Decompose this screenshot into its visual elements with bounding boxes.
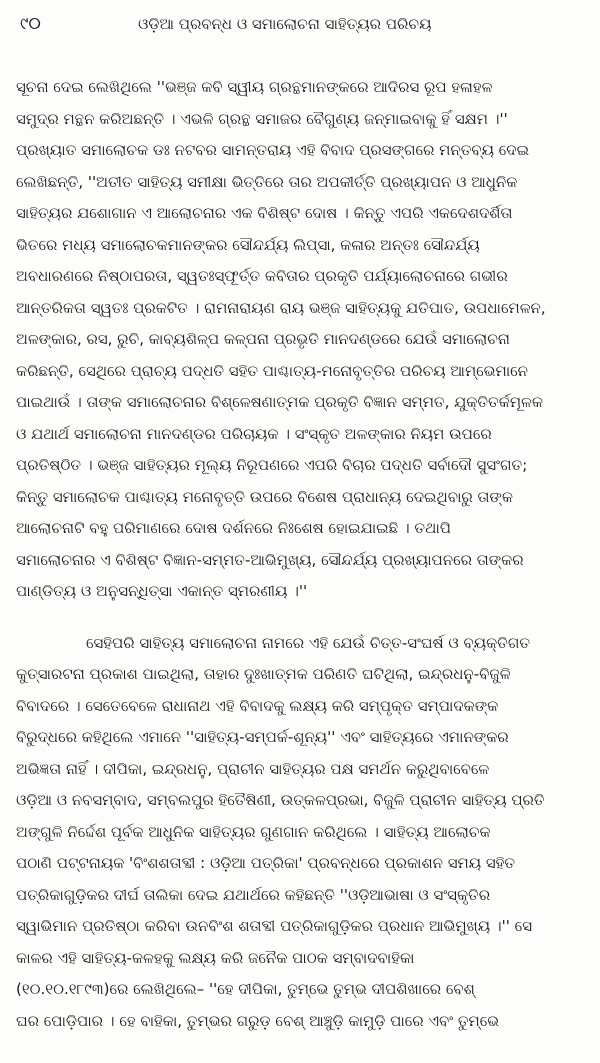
text-line: ଭିତରେ ମଧ୍ୟ ସମାଲୋଚକମାନଙ୍କର ସୌନ୍ଦର୍ଯ୍ୟ ଲିପ୍ସା, କଳାର ଅନ୍ତଃ ସୌନ୍ଦର୍ଯ୍ୟ	[16, 235, 480, 254]
text-line: ଅଙ୍ଗୁଳି ନିର୍ଦ୍ଦେଶ ପୂର୍ବକ ଆଧୁନିକ ସାହିତ୍ୟର ଗୁଣଗାନ କରିଥିଲେ । ସାହିତ୍ୟ ଆଲୋଚକ	[16, 822, 491, 841]
text-line: କରିଛନ୍ତି, ସେଥିରେ ପ୍ରାଚ୍ୟ ପଦ୍ଧତି ସହିତ ପାଶ୍ଚାତ୍ୟ-ମନୋବୃତ୍ତିର ପରିଚୟ ଆମ୍ଭେମାନେ	[16, 361, 528, 380]
text-line: କିନ୍ତୁ ସମାଲୋଚକ ପାଶ୍ଚାତ୍ୟ ମନୋବୃତ୍ତି ଉପରେ ବିଶେଷ ପ୍ରାଧାନ୍ୟ ଦେଇଥିବାରୁ ତାଙ୍କ	[16, 487, 513, 506]
text-line: ଘର ପୋଡ଼ିପାର । ହେ ବାହିକା, ତୁମ୍ଭର ଗରୁଡ଼ ବେଶ୍ ଆଞ୍ଚୁଡ଼ି କାମୁଡ଼ି ପାରେ ଏବଂ ତୁମ୍ଭେ	[16, 1011, 500, 1030]
text-line: କୁତ୍ସାରଟନା ପ୍ରକାଶ ପାଇଥିଲା, ତାହାର ଦୁଃଖାତ୍ମକ ପରିଣତି ଘଟିଥିଲା, ଇନ୍ଦ୍ରଧନୁ-ବିଜୁଳି	[16, 665, 511, 683]
text-line: ଆନ୍ତରିକତା ସ୍ୱତଃ ପ୍ରକଟିତ । ରାମନାରାୟଣ ରାୟ ଭଞ୍ଜ ସାହିତ୍ୟକୁ ଯତିପାତ, ଉପଧାମେଳନ,	[16, 298, 546, 317]
page-header	[20, 10, 580, 38]
text-line: ଓଡ଼ିଆ ଓ ନବସମ୍ବାଦ, ସମ୍ବଲପୁର ହିତୈଷିଣୀ, ଉତ୍କଳପ୍ରଭା, ବିଜୁଳି ପ୍ରାଚୀନ ସାହିତ୍ୟ ପ୍ରତି	[16, 791, 545, 809]
text-line: ସ୍ୱାଭିମାନ ପ୍ରତିଷ୍ଠା କରିବା ଉନବିଂଶ ଶତାବ୍ଦୀ ପତ୍ରିକାଗୁଡ଼ିକର ପ୍ରଧାନ ଆଭିମୁଖ୍ୟ ।'' ସେ	[16, 917, 532, 935]
text-line: (୧୦.୧୦.୧୮୯୩)ରେ ଲେଖିଥିଲେ– ''ହେ ଦୀପିକା, ତୁମ୍ଭେ ତୁମ୍ଭ ଦୀପଶିଖାରେ ବେଶ୍	[16, 980, 475, 998]
text-line: ପ୍ରଖ୍ୟାତ ସମାଲୋଚକ ଡଃ ନଟବର ସାମନ୍ତରାୟ ଏହି ବିବାଦ ପ୍ରସଙ୍ଗରେ ମନ୍ତବ୍ୟ ଦେଇ	[16, 141, 530, 159]
text-line: ସମାଲୋଚନାର ଏ ବିଶିଷ୍ଟ ବିଜ୍ଞାନ-ସମ୍ମତ-ଆଭିମୁଖ୍ୟ, ସୌନ୍ଦର୍ଯ୍ୟ ପ୍ରଖ୍ୟାପନରେ ତାଙ୍କର	[16, 550, 524, 569]
page-number: ୯୦	[20, 14, 41, 34]
text-line: ବିବାଦରେ । ସେତେବେଳେ ରାଧାନାଥ ଏହି ବିବାଦକୁ ଲକ୍ଷ୍ୟ କରି ସମ୍ପୃକ୍ତ ସମ୍ପାଦକଙ୍କ	[16, 696, 499, 715]
paragraph-2	[16, 628, 588, 1038]
text-line: ସାହିତ୍ୟର ଯଶୋଗାନ ଏ ଆଲୋଚନାର ଏକ ବିଶିଷ୍ଟ ଦୋଷ । କିନ୍ତୁ ଏପରି ଏକଦେଶଦର୍ଶିତା	[16, 204, 513, 222]
text-line: ସମୁଦ୍ର ମନ୍ଥନ କରିଅଛନ୍ତି । ଏଭଳି ଗ୍ରନ୍ଥ ସମାଜର ବୈଗୁଣ୍ୟ ଜନ୍ମାଇବାକୁ ହିଁ ସକ୍ଷମ ।''	[16, 109, 508, 128]
text-line: ପଠାଣି ପଟ୍ଟନାୟକ 'ବିଂଶଶତାବ୍ଦୀ : ଓଡ଼ିଆ ପତ୍ରିକା' ପ୍ରବନ୍ଧରେ ପ୍ରକାଶନ ସମୟ ସହିତ	[16, 854, 516, 872]
text-line: ସୂଚନା ଦେଇ ଲେଖିଥିଲେ ''ଭଞ୍ଜ କବି ସ୍ୱୀୟ ଗ୍ରନ୍ଥମାନଙ୍କରେ ଆଦିରସ ରୂପ ହଳାହଳ	[16, 78, 493, 96]
text-line: ସେହିପରି ସାହିତ୍ୟ ସମାଲୋଚନା ନାମରେ ଏହି ଯେଉଁ ଚିତ୍ତ-ସଂଘର୍ଷ ଓ ବ୍ୟକ୍ତିଗତ	[86, 633, 531, 652]
text-line: ଲେଖିଛନ୍ତି, ''ଅତୀତ ସାହିତ୍ୟ ସମୀକ୍ଷା ଭିତ୍ତିରେ ତାର ଅପକୀର୍ତ୍ତି ପ୍ରଖ୍ୟାପନ ଓ ଆଧୁନିକ	[16, 172, 518, 191]
text-line: ପ୍ରତିଷ୍ଠିତ । ଭଞ୍ଜ ସାହିତ୍ୟର ମୂଲ୍ୟ ନିରୂପଣରେ ଏପରି ବିଚାର ପଦ୍ଧତି ସର୍ବାଦୌ ସୁସଂଗତ;	[16, 456, 528, 474]
text-line: କାଳର ଏହି ସାହିତ୍ୟ-କଳହକୁ ଲକ୍ଷ୍ୟ କରି ଜନୈକ ପାଠକ ସମ୍ବାଦବାହିକା	[16, 948, 415, 967]
running-title: ଓଡ଼ିଆ ପ୍ରବନ୍ଧ ଓ ସମାଲୋଚନା ସାହିତ୍ୟର ପରିଚୟ	[138, 15, 432, 33]
text-line: ପାଣ୍ଡିତ୍ୟ ଓ ଅନୁସନ୍ଧିତ୍ସା ଏକାନ୍ତ ସ୍ମରଣୀୟ ।''	[16, 582, 308, 600]
text-line: ଆଲୋଚନାଟି ବହୁ ପରିମାଣରେ ଦୋଷ ଦର୍ଶନରେ ନିଃଶେଷ ହୋଇଯାଇଛି । ତଥାପି	[16, 519, 451, 537]
paragraph-1	[16, 72, 588, 608]
body-text	[16, 72, 588, 1037]
text-line: ଅଭିଜ୍ଞତା ନାହିଁ । ଦୀପିକା, ଇନ୍ଦ୍ରଧନୁ, ପ୍ରାଚୀନ ସାହିତ୍ୟର ପକ୍ଷ ସମର୍ଥନ କରୁଥିବାବେଳେ	[16, 759, 490, 778]
text-line: ପାଇଥାଉଁ । ତାଙ୍କ ସମାଲୋଚନାର ବିଶ୍ଳେଷଣାତ୍ମକ ପ୍ରକୃତି ବିଜ୍ଞାନ ସମ୍ମତ, ଯୁକ୍ତିତର୍କମୂଳକ	[16, 393, 543, 411]
text-line: ଓ ଯଥାର୍ଥ ସମାଲୋଚନା ମାନଦଣ୍ଡର ପରିଚାୟକ । ସଂସ୍କୃତ ଅଳଙ୍କାର ନିୟମ ଉପରେ	[16, 424, 492, 443]
text-line: ଅଳଙ୍କାର, ରସ, ରୁଚି, କାବ୍ୟଶିଳ୍ପ କଳ୍ପନା ପ୍ରଭୃତି ମାନଦଣ୍ଡରେ ଯେଉଁ ସମାଲୋଚନା	[16, 330, 510, 348]
text-line: ବିରୁଦ୍ଧରେ କହିଥିଲେ ଏମାନେ ''ସାହିତ୍ୟ-ସମ୍ପର୍କ-ଶୂନ୍ୟ'' ଏବଂ ସାହିତ୍ୟରେ ଏମାନଙ୍କର	[16, 728, 509, 746]
text-line: ଅବଧାରଣରେ ନିଷ୍ଠାପରତା, ସ୍ୱତଃସ୍ଫୂର୍ତ୍ତ କବିତାର ପ୍ରକୃତି ପର୍ଯ୍ୟାଲୋଚନାରେ ଗଭୀର	[16, 267, 508, 285]
text-line: ପତ୍ରିକାଗୁଡ଼ିକର ଦୀର୍ଘ ତାଲିକା ଦେଇ ଯଥାର୍ଥରେ କହିଛନ୍ତି ''ଓଡ଼ିଆଭାଷା ଓ ସଂସ୍କୃତିର	[16, 885, 491, 904]
